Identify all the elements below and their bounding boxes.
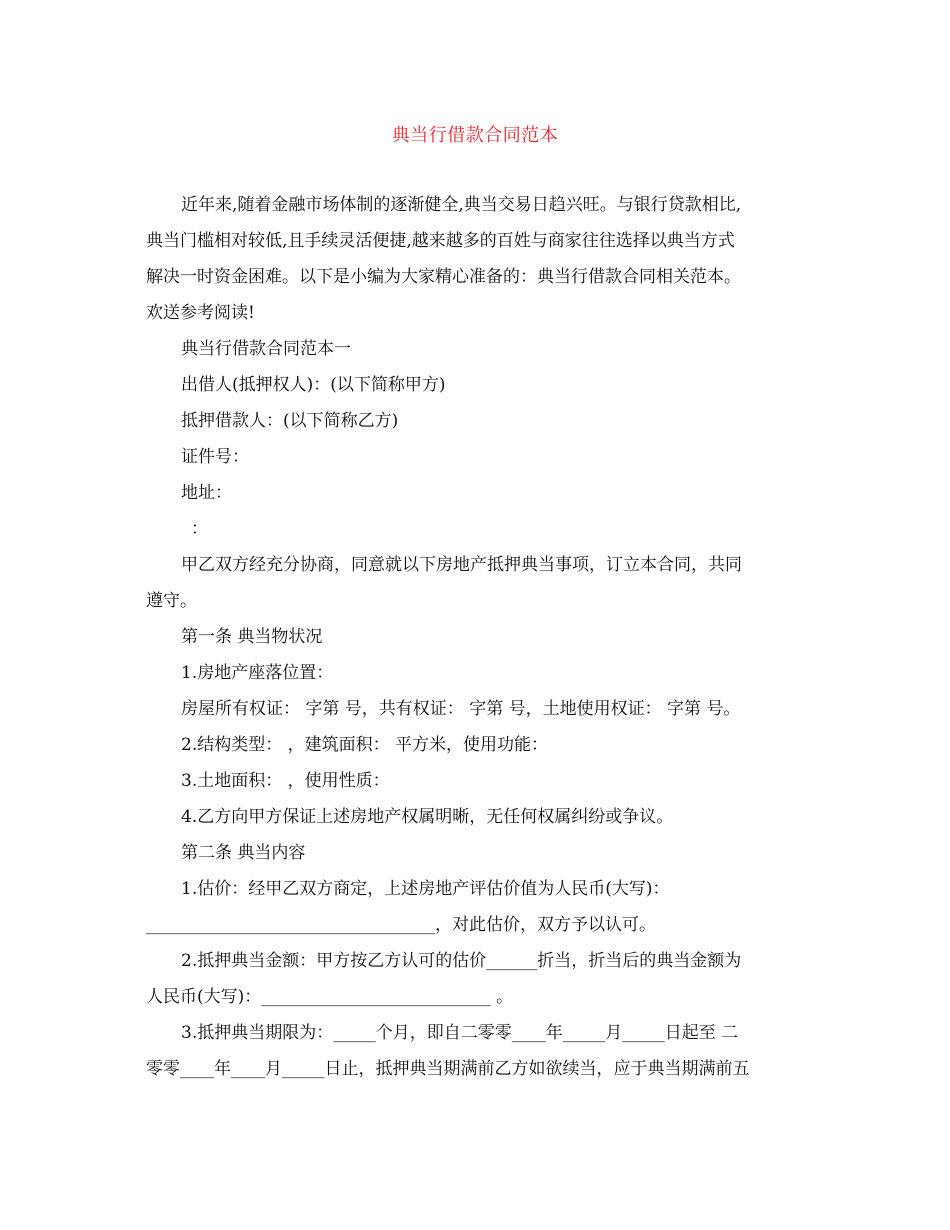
section-1-item: 房屋所有权证： 字第 号，共有权证： 字第 号，土地使用权证： 字第 号。 <box>181 699 741 719</box>
section-2-line: 1.估价：经甲乙双方商定，上述房地产评估价值为人民币(大写)： <box>181 879 670 899</box>
blank-colon-line: ： <box>191 519 208 539</box>
agreement-line: 遵守。 <box>146 591 197 611</box>
section-1-item: 4.乙方向甲方保证上述房地产权属明晰，无任何权属纠纷或争议。 <box>181 807 674 827</box>
section-1-item: 2.结构类型： ，建筑面积： 平方米，使用功能： <box>181 735 549 755</box>
section-2-item-3 <box>146 1015 810 1087</box>
contract-subtitle: 典当行借款合同范本一 <box>181 339 351 359</box>
section-1-item: 3.土地面积： ，使用性质： <box>181 771 390 791</box>
section-2-line: 3.抵押典当期限为：_____个月，即自二零零____年_____月_____日起至 二 <box>181 1023 739 1043</box>
intro-paragraph <box>146 187 810 331</box>
section-2-heading: 第二条 典当内容 <box>181 843 306 863</box>
intro-line: 典当门槛相对较低,且手续灵活便捷,越来越多的百姓与商家往往选择以典当方式 <box>146 231 735 251</box>
lender-line: 出借人(抵押权人)：(以下简称甲方) <box>181 375 446 395</box>
section-2-line: 零零____年____月_____日止，抵押典当期满前乙方如欲续当，应于典当期满前五 <box>146 1059 750 1079</box>
section-1-item: 1.房地产座落位置： <box>181 663 334 683</box>
section-2-line: __________________________________，对此估价，双方予以认可。 <box>146 915 656 935</box>
section-2-item-2 <box>146 943 810 1015</box>
agreement-paragraph <box>146 547 810 619</box>
id-number-line: 证件号： <box>181 447 249 467</box>
agreement-line: 甲乙双方经充分协商，同意就以下房地产抵押典当事项，订立本合同，共同 <box>181 555 742 575</box>
intro-line: 欢送参考阅读! <box>146 303 255 323</box>
intro-line: 近年来,随着金融市场体制的逐渐健全,典当交易日趋兴旺。与银行贷款相比, <box>181 195 742 215</box>
borrower-line: 抵押借款人：(以下简称乙方) <box>181 411 399 431</box>
section-1-heading: 第一条 典当物状况 <box>181 627 323 647</box>
document-body <box>146 187 810 1087</box>
intro-line: 解决一时资金困难。以下是小编为大家精心准备的：典当行借款合同相关范本。 <box>146 267 741 287</box>
section-2-item-1 <box>146 871 810 943</box>
section-2-line: 2.抵押典当金额：甲方按乙方认可的估价______折当，折当后的典当金额为 <box>181 951 742 971</box>
address-line: 地址： <box>181 483 232 503</box>
section-2-line: 人民币(大写)：___________________________ 。 <box>146 987 514 1007</box>
document-title: 典当行借款合同范本 <box>391 125 559 146</box>
